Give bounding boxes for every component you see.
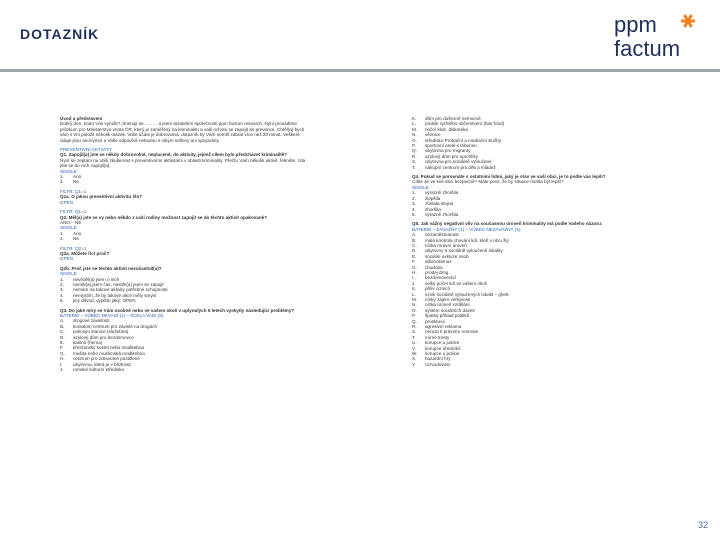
q3-option: M. noční klub, diskotéka xyxy=(412,126,468,132)
left-column xyxy=(60,116,310,376)
q3-heading: Q3. Do jaké míry se Vám osobně nebo ve vašem okolí v uplynulých 5 letech vyskytly následující problémy? xyxy=(60,307,295,313)
q5-option: Y. rozvodovost xyxy=(412,361,450,367)
q4-option: 3. zůstala stejná xyxy=(412,201,454,207)
q3-option: T. nákupní centrum pro děti a mládež xyxy=(412,164,496,170)
q3-tag: BATERIE – VŮBEC NEVADÍ (1) – ZCELA VADÍ (5) xyxy=(60,313,164,318)
q5-option: W. korupce u policie xyxy=(412,351,460,357)
q2b-option: 1. nevěděl(a) jsem o nich xyxy=(60,276,120,282)
q3-option: K. dům pro duševně nemocné xyxy=(412,116,481,121)
q5-option: R. agresivní reklama xyxy=(412,324,462,330)
q5-option: N. nízká úroveň vzdělání xyxy=(412,302,470,308)
q2a-heading: Q2a. Můžete říct proč? xyxy=(60,250,110,256)
q2b-option: 4. nemyslím, že by takové akce měly smysl xyxy=(60,292,156,298)
q5-option: L. vznik sociálně vyloučených lokalit – ghett xyxy=(412,291,509,297)
q2b-section xyxy=(60,266,310,304)
q4-heading: Q4. Pokud se porovnáte s ostatními lidmi, jaký je stav ve vaší obci, je to podle vás lepší? xyxy=(412,174,606,180)
q4-text: Cítíte se ve své obci bezpečně? Máte pocit, že by situace mohla být lepší? xyxy=(412,179,564,185)
q4-option: 1. výrazně zhoršila xyxy=(412,190,459,196)
header-divider xyxy=(0,69,720,72)
q5-option: F. alkoholismus xyxy=(412,259,452,265)
q2-section xyxy=(60,209,310,241)
right-column xyxy=(412,116,677,371)
q5-option: J. velký počet lidí ve vašem okolí xyxy=(412,280,488,286)
q4-option: 5. výrazně zhoršila xyxy=(412,211,459,217)
q2-option: 2. Ne xyxy=(60,236,79,242)
q3-option: I. ubytovna, která je v blízkosti xyxy=(60,361,131,367)
q4-option: 4. zhoršila xyxy=(412,206,441,212)
q2b-option: 5. jiný důvod, vypište jaký: OPEN xyxy=(60,298,136,304)
logo-text-ppm: ppm xyxy=(614,12,657,37)
q3-option: G. mešita nebo muslimská modlitebna xyxy=(60,350,145,356)
q1-heading: Q1. Zapojil(a) jste se někdy dobrovolně, neplaceně, do aktivity, jejímž cílem bylo předcházet kriminalitě? xyxy=(60,152,288,158)
q5-option: A. nezaměstnanost xyxy=(412,232,459,238)
q5-option: Q. prostituce xyxy=(412,318,445,324)
q2a-section xyxy=(60,246,310,262)
page-number: 32 xyxy=(697,520,708,530)
q1-option: 1. Ano xyxy=(60,174,82,180)
q5-section xyxy=(412,221,677,367)
q3-option: L. podnik rychlého občerstvení (fast food) xyxy=(412,121,505,127)
q5-option: U. korupce u justice xyxy=(412,340,460,346)
q2a-filter: FILTR: Q2=1 xyxy=(60,245,87,251)
q3-option: O. středisko Probační a mediační služby xyxy=(412,137,502,143)
q3-option: Q. ubytovna pro migranty xyxy=(412,148,471,154)
q5-option: S. neúcta k právním normám xyxy=(412,329,479,335)
q5-option: T. mírné tresty xyxy=(412,334,450,340)
q2-type: SINGLE xyxy=(60,225,77,231)
q2b-type: SINGLE xyxy=(60,271,77,277)
q4-option: 2. zlepšila xyxy=(412,195,441,201)
q3-continued xyxy=(412,116,677,170)
q1-section xyxy=(60,147,310,185)
q2b-option: 3. nemám na takové aktivity potřebné schopnosti xyxy=(60,287,168,293)
q5-option: X. hazardní hry xyxy=(412,356,451,362)
q2b-heading: Q2b. Proč jste se těchto aktivit nezúčastnil(a)? xyxy=(60,265,162,271)
q3-option: D. azylový dům pro bezdomovce xyxy=(60,334,134,340)
q5-option: C. nízká mravní úroveň xyxy=(412,242,467,248)
intro-text: Dobrý den, touto Vás vyrušit? Jmenuji se……… a jsem tazatelem společnosti ppm factum research. Nyní provádíme průzkum pro Ministerstvo vnitra ČR, který je zaměřený na kriminalitu a vaši ochotu se zapojit do prevence. Chtěl(a) bych vám s tím položit několik otázek. Vaše účast je dobrovolná, dotazník by Vám neměl zabrat více než 20 minut. Veškeré údaje jsou anonymní a Vaše odpovědi nebudou s nikým sdíleny ani spojovány. xyxy=(60,121,305,143)
logo-star-icon xyxy=(681,15,695,27)
q5-option: P. špatný příklad politiků xyxy=(412,313,470,319)
q1-type: SINGLE xyxy=(60,168,77,174)
q3-option: N. věznice xyxy=(412,132,441,138)
q3-option: S. ubytovna pro sociálně vyloučené xyxy=(412,159,492,165)
q4-section xyxy=(412,174,677,217)
q2-option: 1. Ano xyxy=(60,230,82,236)
q5-option: B. malá kontrola chování lidí, kteří v obci žijí xyxy=(412,237,509,243)
slide-title: DOTAZNÍK xyxy=(20,26,100,42)
q3-option: B. kontaktní centrum pro závislé na drogách xyxy=(60,323,158,329)
q5-option: E. sociální exkluze osob xyxy=(412,253,469,259)
q3-option: H. centrum pro zdravotně postižené xyxy=(60,356,140,362)
q1a-heading: Q1a. O jakou preventivní aktivitu šlo? xyxy=(60,194,142,200)
q3-option: C. policejní stanice (služebna) xyxy=(60,329,129,335)
q5-option: M. nízký zájem veřejnosti xyxy=(412,297,471,302)
logo-text-factum: factum xyxy=(614,36,681,61)
q3-option: F. křesťanský kostel nebo modlitebna xyxy=(60,345,144,351)
q1-tag: PREVENTIVNÍ AKTIVITY xyxy=(60,147,113,153)
q5-tag: BATERIE – ZÁVAŽNÝ (1) – VŮBEC NEZÁVAŽNÝ (5) xyxy=(412,226,521,232)
q1a-filter: FILTR: Q1=1 xyxy=(60,188,87,194)
q2a-type: OPEN xyxy=(60,256,74,262)
q5-option: V. korupce úředníků xyxy=(412,345,461,351)
q1a-section xyxy=(60,189,310,205)
q5-option: H. prodej drog xyxy=(412,269,449,275)
q5-option: G. chudoba xyxy=(412,264,443,270)
q2-heading: Q2. Měl(a) jste se vy nebo někdo z vaší rodiny možnost zapojit se do těchto aktivit opakovaně? xyxy=(60,214,268,220)
q2-note: ANO – NE xyxy=(60,219,82,225)
q1-option: 2. Ne xyxy=(60,179,79,185)
ppm-factum-logo xyxy=(612,12,708,62)
q3-option: J. romské kulturní středisko xyxy=(60,367,125,373)
q5-heading: Q5. Jak vážný negativní vliv na současnou úroveň kriminality má podle Vašeho názoru: xyxy=(412,221,603,227)
q3-section xyxy=(60,308,310,373)
q1a-type: OPEN xyxy=(60,199,74,205)
q5-option: K. příliv cizinců xyxy=(412,286,451,292)
q3-option: P. sportovní areál s tribunou xyxy=(412,143,477,149)
intro-section xyxy=(60,116,310,143)
q3-option: R. azylový dům pro uprchlíky xyxy=(412,153,479,159)
intro-heading: Úvod a představení xyxy=(60,116,103,121)
q1-text: Nyní se zeptám na Vaši zkušenost s preventivními aktivitami v oblasti kriminality. Přečtu Vám několik aktivit, řekněte, zda jste se do nich zapojil(a). xyxy=(60,157,306,169)
q2b-option: 2. neměl(a) jsem čas, nestihl(a) jsem se zapojit xyxy=(60,281,164,287)
q5-option: D. ubytovny a sociálně vyloučené lokality xyxy=(412,248,503,254)
q2-filter: FILTR: Q1=1 xyxy=(60,209,87,215)
q5-option: O. systém sociálních dávek xyxy=(412,307,475,313)
q3-option: E. kasino (herna) xyxy=(60,340,103,346)
q5-option: I. bezdomovectví xyxy=(412,275,456,281)
q4-type: SINGLE xyxy=(412,184,429,190)
q3-option: A. drogové závislosti xyxy=(60,318,110,324)
